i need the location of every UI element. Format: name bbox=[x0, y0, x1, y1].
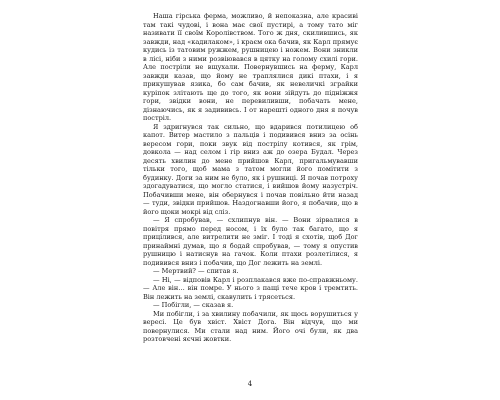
paragraph: Ми побігли, і за хвилину побачили, як щось ворушиться у вересі. Це був хвіст. Хвіст Дога. Він відчув, що ми повернулися. Ми стали над ним. Його очі були, як два розтовчені яєчні жовтки. bbox=[143, 309, 358, 343]
paragraph: Я здригнувся так сильно, що вдарився потилицею об капот. Витер мастило з пальців і подивився вниз за осінь вересом гори, поки звук від пострілу котився, як грім, довкола — над селом і гір вниз аж до озера Будал. Через десять хвилин до мене прийшов Карл, пригальмувавши тільки того, щоб мама з татом могли його помітити з будинку. Доги за ним не було, як і рушниці. Я почав потроху здогадуватися, що могло статися, і вийшов йому назустріч. Побачивши мене, він обернувся і почав повільно йти назад — туди, звідки прийшов. Наздогнавши його, я побачив, що в його щоки мокрі від сліз. bbox=[143, 122, 358, 216]
paragraph: — Я спробував, — схлипнув він. — Вони зірвалися в повітря прямо перед носом, і їх було так багато, що я прицілився, але витрелити не зміг. І тоді я схотів, щоб Дог принаймні думав, що я бодай спробував, — тому я опустив рушницю і натиснув на гачок. Коли птахи розлетілися, я подивився вниз і побачив, що Дог лежить на землі. bbox=[143, 216, 358, 267]
paragraph: — Мертвий? — спитав я. bbox=[153, 267, 239, 275]
paragraph: Наша гірська ферма, можливо, й непоказна, але красиві там такі чудові, і вона має свої пустирі, а тому тато міг називати її своїм Королівством. Того ж дня, скилившись, як завжди, над «кадилаком», і краєм ока бачив, як Карл прямує кудись із татовим ружжем, рушницею і ножем. Вони зникли в лісі, ніби з ними розвіювався в цятку на голому схилі гори. Але постріли не вщухали. Повернувшись на ферму, Карл завжди казав, що йому не траплялися дикі птахи, і я прикушував язика, бо сам бачив, як невеличкі зграйки куріпок злітають ще до того, як вони зійдуть до підніжжя гори, звідки вони, не перевиливши, побачать мене, дізнаючись, як я задививсь. І от нарешті одного дня я почув постріл. bbox=[143, 12, 358, 122]
paragraph: — Побігли, — сказав я. bbox=[153, 301, 234, 309]
body-text bbox=[143, 12, 358, 344]
page-number: 4 bbox=[247, 380, 253, 388]
paragraph: — Ні, — відповів Карл і розплакався вже по-справжньому. — Але він… він помре. У нього з пащі тече кров і тремтить. Він лежить на землі, скавулить і трясеться. bbox=[143, 275, 358, 301]
